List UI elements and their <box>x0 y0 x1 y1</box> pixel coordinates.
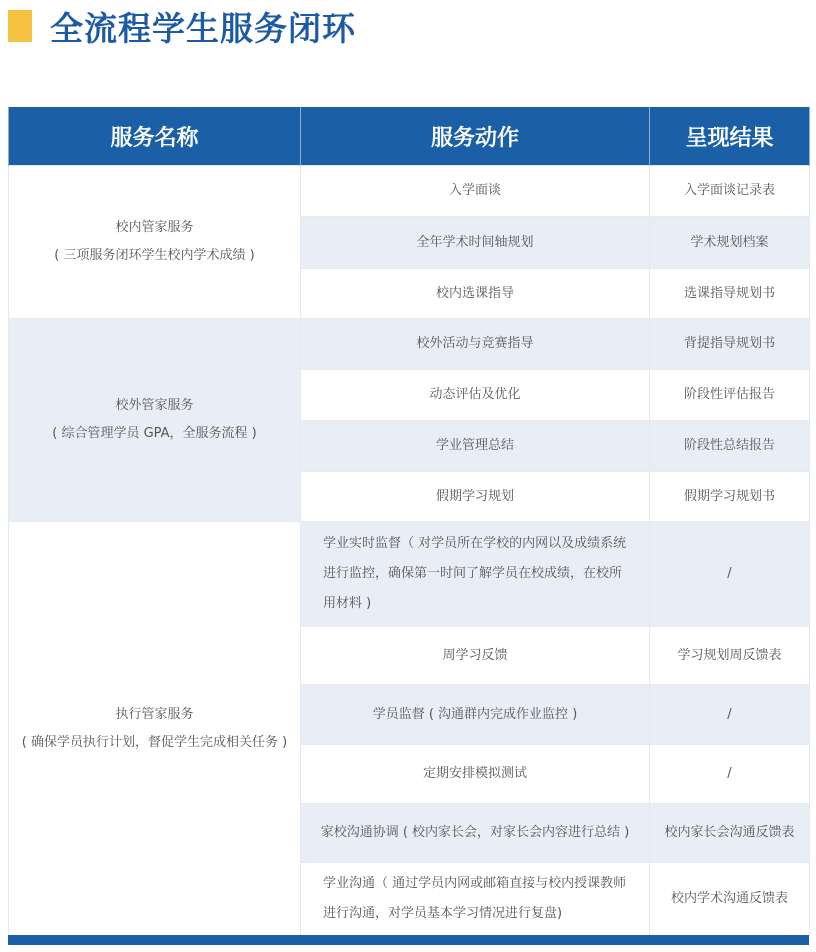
table-row <box>9 166 810 217</box>
result-cell: / <box>650 522 810 627</box>
page-title: 全流程学生服务闭环 <box>50 8 356 48</box>
result-cell: 入学面谈记录表 <box>650 166 810 217</box>
result-cell: / <box>650 745 810 804</box>
service-name-cell <box>9 522 301 936</box>
service-name: 校外管家服务 <box>115 398 194 413</box>
action-cell: 全年学术时间轴规划 <box>301 217 650 269</box>
result-cell: 阶段性总结报告 <box>650 421 810 472</box>
result-cell: 学术规划档案 <box>650 217 810 269</box>
action-cell: 假期学习规划 <box>301 472 650 522</box>
result-cell: / <box>650 685 810 745</box>
section-title <box>8 6 356 46</box>
action-cell: 学业管理总结 <box>301 421 650 472</box>
action-cell: 动态评估及优化 <box>301 370 650 421</box>
result-cell: 校内家长会沟通反馈表 <box>650 804 810 863</box>
service-desc: ( 确保学员执行计划，督促学生完成相关任务 ) <box>21 734 288 750</box>
service-name: 校内管家服务 <box>115 220 194 235</box>
action-cell: 周学习反馈 <box>301 627 650 685</box>
table-header-row <box>9 107 810 166</box>
action-cell: 定期安排模拟测试 <box>301 745 650 804</box>
result-cell: 阶段性评估报告 <box>650 370 810 421</box>
service-name: 执行管家服务 <box>115 706 194 722</box>
table-row <box>9 319 810 370</box>
header-service-name: 服务名称 <box>9 107 301 166</box>
result-cell: 校内学术沟通反馈表 <box>650 863 810 936</box>
service-name-cell <box>9 166 301 319</box>
title-accent-bar <box>8 10 32 42</box>
result-cell: 背提指导规划书 <box>650 319 810 370</box>
header-service-action: 服务动作 <box>301 107 650 166</box>
action-cell: 校内选课指导 <box>301 269 650 319</box>
service-desc: ( 三项服务闭环学生校内学术成绩 ) <box>54 248 255 263</box>
action-cell: 学员监督 ( 沟通群内完成作业监控 ) <box>301 685 650 745</box>
action-cell: 学业实时监督（ 对学员所在学校的内网以及成绩系统进行监控，确保第一时间了解学员在校成绩，在校所用材料 ) <box>301 522 650 627</box>
bottom-accent-bar <box>8 935 809 945</box>
service-table <box>8 107 810 936</box>
table-row <box>9 522 810 627</box>
action-cell: 学业沟通（ 通过学员内网或邮箱直接与校内授课教师进行沟通，对学员基本学习情况进行复盘) <box>301 863 650 936</box>
action-cell: 入学面谈 <box>301 166 650 217</box>
action-cell: 家校沟通协调 ( 校内家长会，对家长会内容进行总结 ) <box>301 804 650 863</box>
result-cell: 选课指导规划书 <box>650 269 810 319</box>
action-cell: 校外活动与竞赛指导 <box>301 319 650 370</box>
result-cell: 假期学习规划书 <box>650 472 810 522</box>
service-desc: ( 综合管理学员 GPA，全服务流程 ) <box>52 426 257 441</box>
service-name-cell <box>9 319 301 522</box>
result-cell: 学习规划周反馈表 <box>650 627 810 685</box>
header-result: 呈现结果 <box>650 107 810 166</box>
